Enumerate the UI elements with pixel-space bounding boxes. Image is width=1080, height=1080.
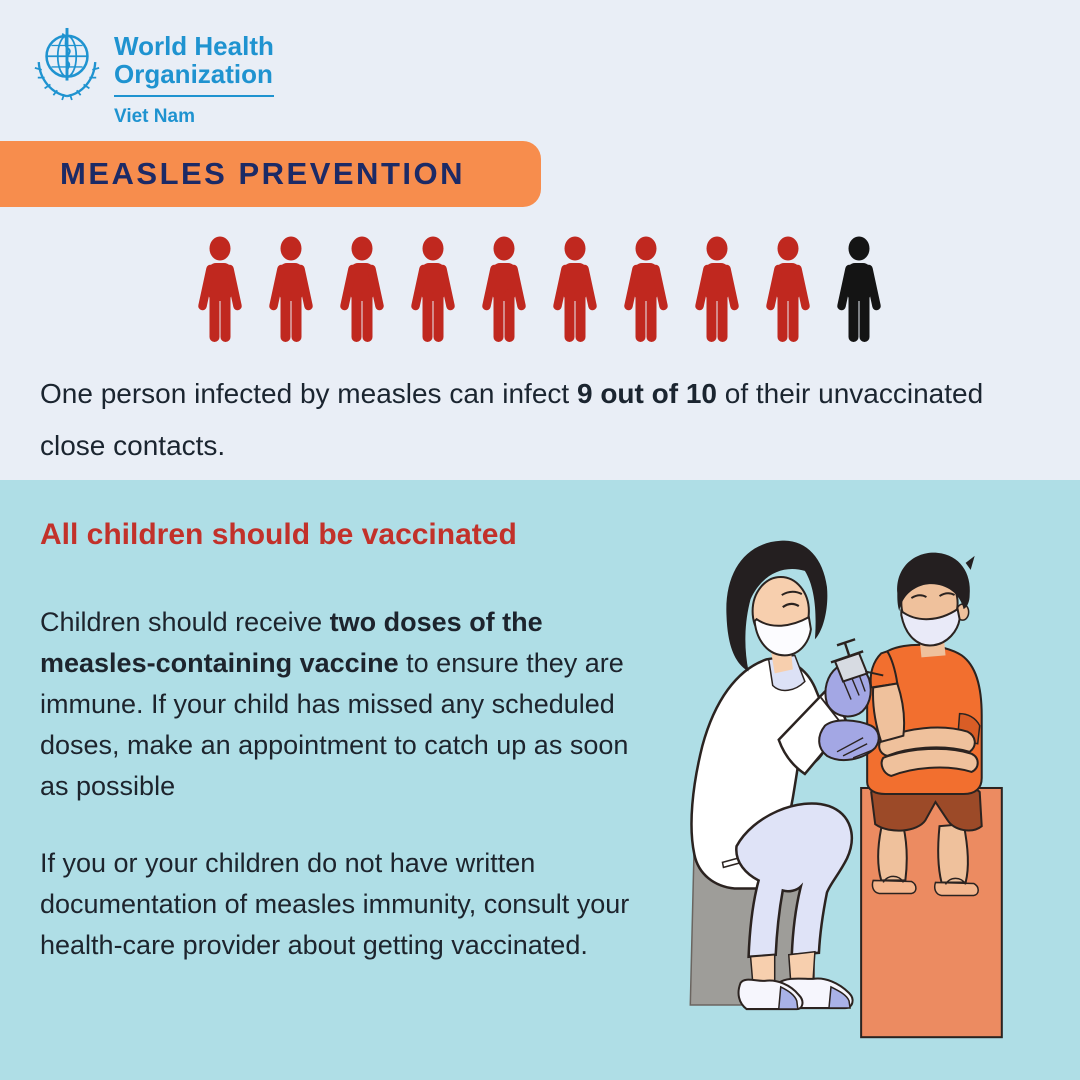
p1-bold: two doses of the measles-containing vaccine <box>40 607 543 678</box>
person-infected-icon <box>336 236 388 346</box>
section-copy <box>40 518 635 966</box>
person-infected-icon <box>762 236 814 346</box>
caption-prefix: One person infected by measles can infect <box>40 378 577 409</box>
vaccination-illustration-icon <box>628 528 1040 1052</box>
who-logo-text <box>114 24 274 128</box>
paragraph-documentation: If you or your children do not have written documentation of measles immunity, consult your health-care provider about getting vaccinated. <box>40 848 630 960</box>
person-infected-icon <box>194 236 246 346</box>
p1-suffix: to ensure they are immune. If your child has missed any scheduled doses, make an appointment to catch up as soon as possible <box>40 648 629 801</box>
caption-stat: 9 out of 10 <box>576 378 717 409</box>
person-infected-icon <box>407 236 459 346</box>
section-heading: All children should be vaccinated <box>40 518 517 551</box>
page-title: MEASLES PREVENTION <box>60 156 465 191</box>
vaccination-section <box>0 480 1080 1080</box>
pictogram-row <box>194 236 885 346</box>
who-logo <box>30 24 274 128</box>
person-infected-icon <box>265 236 317 346</box>
paragraph-doses <box>40 602 635 807</box>
person-infected-icon <box>691 236 743 346</box>
who-emblem-icon <box>30 24 104 104</box>
top-section <box>0 0 1080 480</box>
person-infected-icon <box>620 236 672 346</box>
title-banner <box>0 141 541 207</box>
person-unaffected-icon <box>833 236 885 346</box>
infection-caption <box>40 368 1045 472</box>
caption-suffix: of their unvaccinated close contacts. <box>40 378 984 461</box>
person-infected-icon <box>549 236 601 346</box>
logo-line1: World Health <box>114 31 274 61</box>
logo-org-name <box>114 32 274 97</box>
p1-prefix: Children should receive <box>40 607 330 637</box>
person-infected-icon <box>478 236 530 346</box>
logo-country: Viet Nam <box>114 106 195 127</box>
logo-line2: Organization <box>114 59 273 89</box>
